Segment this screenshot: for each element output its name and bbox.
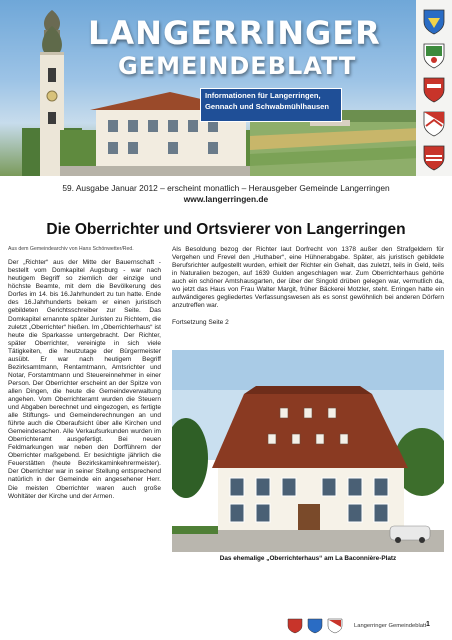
- article-headline: Die Oberrichter und Ortsvierer von Langerringen: [46, 221, 406, 238]
- municipal-crest-icon: [422, 76, 446, 104]
- continued-note: Fortsetzung Seite 2: [172, 319, 229, 327]
- left-column: [8, 246, 161, 501]
- municipal-crest-icon: [422, 144, 446, 172]
- article-body-right: Als Besoldung bezog der Richter laut Dorfrecht von 1378 außer den Strafgeldern für Vergehen und Frevel den „Huthaber“, eine Hühnerabgabe. Später, als juristisch gebildete Berufsrichter aufgestellt wurden, erhielt der Richter ein Gehalt, das zuletzt, teils in Geld, teils in Naturalien bezogen, auf 1639 Gulden angeschlagen war. Zum Oberrichterhaus gehörte auch ein schöner Amtshausgarten, der über der Singold drüben gelegen war, vermutlich da, wo jetzt das Haus von Frau Walter Margit, früher Bäckerei Motzler, steht. Erringen hatte ein aufwändigeres gegliedertes Verfassungswesen als es sonst gewöhnlich bei anderen Dörfern anzutreffen war.: [172, 246, 444, 310]
- newsletter-title: LANGERRINGER: [88, 14, 381, 52]
- municipal-crest-icon: [422, 42, 446, 70]
- header-banner: [0, 0, 452, 176]
- article-source: Aus dem Gemeindearchiv von Hans Schönwetter/Red.: [8, 246, 134, 252]
- website-link[interactable]: www.langerringen.de: [183, 194, 269, 204]
- newsletter-subtitle: GEMEINDEBLATT: [118, 52, 357, 80]
- footer-label: Langerringer Gemeindeblatt: [354, 623, 427, 629]
- crest-column: [416, 0, 452, 176]
- article-body-left: Der „Richter“ aus der Mitte der Bauernschaft - bestellt vom Domkapitel Augsburg - war nach heutigem Begriff so ziemlich der einzige und höchste Beamte, mit dem die Bevölkerung des Dorfes im 14. bis 16.Jahrhundert zu tun hatte. Ende des 16.Jahrhunderts bekam er einen juristisch gebildeten Gerichtsschreiber zur Seite. Das Domkapitel ernannte später Juristen zu Richtern, die zuletzt „Oberrichter“ hießen. Im „Oberrichterhaus“ ist heute die Sparkasse untergebracht. Der Richter, später Oberrichter, vereinigte in sich viele Tätigkeiten, die heutzutage der Bürgermeister ausübt. Er war nach heutigem Begriff Bezirksamtmann, Rentamtmann, Amtsrichter und Notar, Forstamtmann und Steuereinnehmer in einer Person. Der Oberrichter erscheint an der Spitze von allen Dingen, die heute die Gemeindeverwaltung angehen. Vom Oberrichteramt wurden die Steuern und Abgaben berechnet und eingezogen, es fertigte alle Stiftungs- und Gemeinderechnungen an und führte auch die Oberaufsicht über alle Kirchen und Gemeindesachen. Alle Verkaufsurkunden wurden im Oberrichteramt ausgefertigt. Bei neuen Feldmarkungen war neben den Dorfführern der Oberrichter maßgebend. Er besichtigte jährlich die Feuerstätten (heute Bezirkskaminkehrermeister). Der Oberrichter war in seiner Stellung entsprechend natürlich in der Gemeinde ein angesehener Herr. Die meisten Oberrichter waren auch große Wohltäter der Kirche und der Armen.: [8, 259, 161, 500]
- page-number: 1: [426, 621, 430, 628]
- municipal-crest-icon: [422, 110, 446, 138]
- right-column: [172, 246, 444, 326]
- info-box: [200, 88, 342, 122]
- photo-caption: Das ehemalige „Oberrichterhaus“ am La Baconnière-Platz: [219, 555, 397, 562]
- townhall-image: [60, 70, 260, 176]
- issue-line: 59. Ausgabe Januar 2012 – erscheint monatlich – Herausgeber Gemeinde Langerringen: [62, 183, 390, 193]
- footer-crests: [286, 618, 346, 634]
- info-line: Gennach und Schwabmühlhausen: [205, 101, 330, 111]
- info-line: Informationen für Langerringen,: [205, 91, 321, 100]
- municipal-crest-icon: [422, 8, 446, 36]
- oberrichterhaus-photo: [172, 350, 444, 552]
